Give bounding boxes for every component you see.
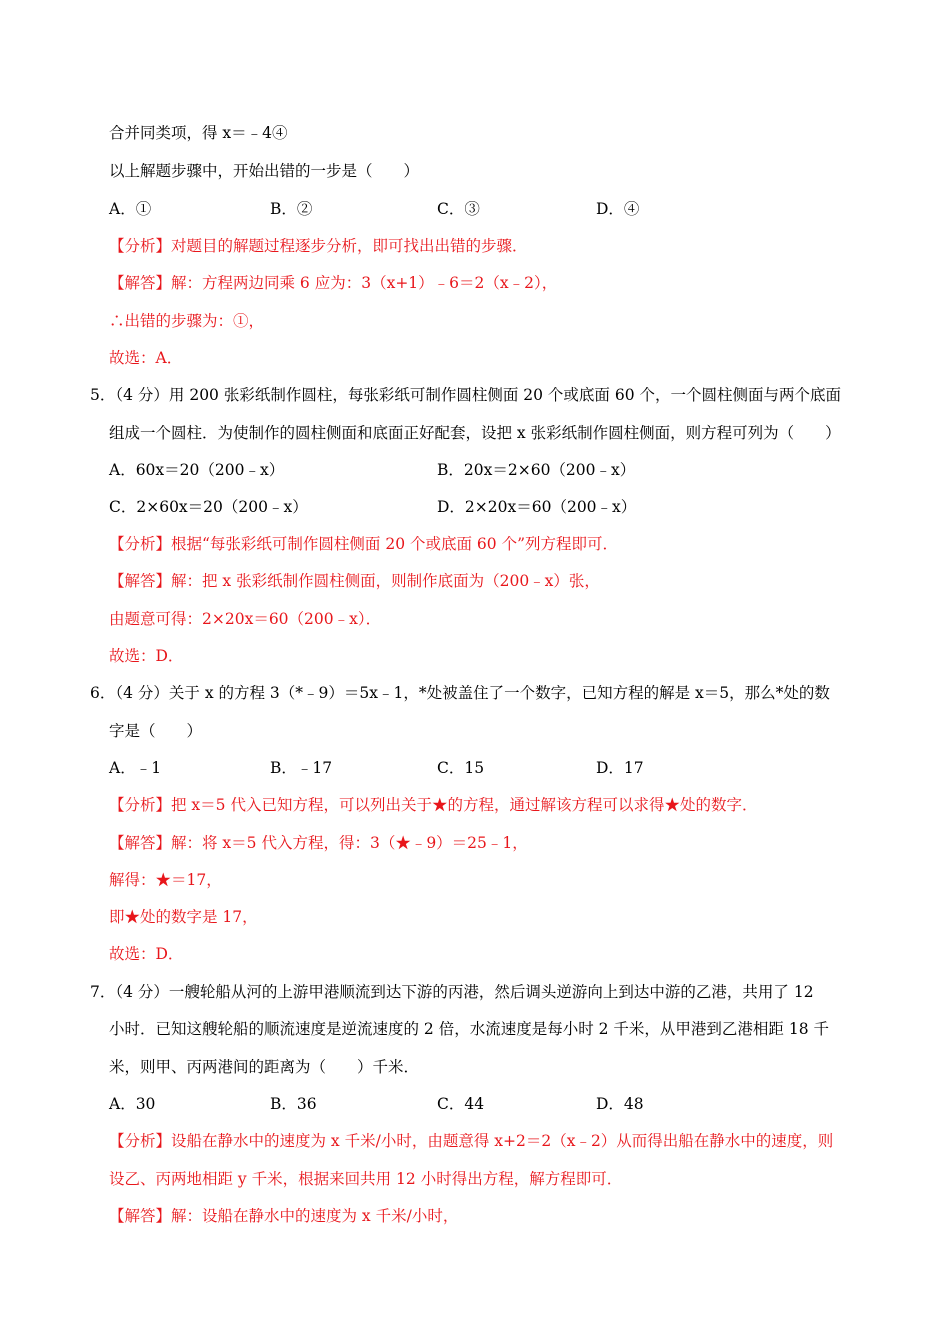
- q6-choice: 故选：D．: [109, 945, 184, 963]
- q5-stem-line2: 组成一个圆柱．为使制作的圆柱侧面和底面正好配套，设把 x 张彩纸制作圆柱侧面，则方程可列为（ ）: [109, 424, 841, 442]
- q7-option-d: D．48: [596, 1095, 644, 1113]
- q5-option-a: A．60x＝20（200﹣x）: [109, 461, 285, 479]
- q4-option-d: D．④: [596, 200, 640, 218]
- q6-option-c: C．15: [437, 759, 485, 777]
- q6-answer-line3: 即★处的数字是 17，: [109, 908, 258, 926]
- q5-answer-line2: 由题意可得：2×20x＝60（200﹣x）．: [109, 610, 382, 628]
- q6-analysis: 【分析】把 x＝5 代入已知方程，可以列出关于★的方程，通过解该方程可以求得★处的数字．: [109, 796, 758, 814]
- q7-option-b: B．36: [270, 1095, 317, 1113]
- q4-step4-line: 合并同类项，得 x＝﹣4④: [109, 124, 288, 142]
- q6-answer-line2: 解得：★＝17，: [109, 871, 222, 889]
- q5-analysis: 【分析】根据“每张彩纸可制作圆柱侧面 20 个或底面 60 个”列方程即可．: [109, 535, 619, 553]
- q7-stem-line1: 7．（4 分）一艘轮船从河的上游甲港顺流到达下游的丙港，然后调头逆游向上到达中游的乙港，共用了 12: [90, 983, 814, 1001]
- q4-answer-line2: ∴出错的步骤为：①，: [109, 312, 265, 330]
- q5-stem-line1: 5．（4 分）用 200 张彩纸制作圆柱，每张彩纸可制作圆柱侧面 20 个或底面 60 个，一个圆柱侧面与两个底面: [90, 386, 841, 404]
- q4-option-a: A．①: [109, 200, 152, 218]
- q4-answer-line1: 【解答】解：方程两边同乘 6 应为：3（x+1）﹣6＝2（x﹣2），: [109, 274, 558, 292]
- q7-analysis-line2: 设乙、丙两地相距 y 千米，根据来回共用 12 小时得出方程，解方程即可．: [109, 1170, 623, 1188]
- q6-stem-line2: 字是（ ）: [109, 722, 203, 740]
- q5-answer-line1: 【解答】解：把 x 张彩纸制作圆柱侧面，则制作底面为（200﹣x）张，: [109, 572, 600, 590]
- q6-option-b: B．﹣17: [270, 759, 333, 777]
- q5-option-c: C．2×60x＝20（200﹣x）: [109, 498, 308, 516]
- q6-option-d: D．17: [596, 759, 644, 777]
- q7-analysis-line1: 【分析】设船在静水中的速度为 x 千米/小时，由题意得 x+2＝2（x﹣2）从而得出船在静水中的速度，则: [109, 1132, 834, 1150]
- q6-stem-line1: 6．（4 分）关于 x 的方程 3（*﹣9）＝5x﹣1，*处被盖住了一个数字，已知方程的解是 x＝5，那么*处的数: [90, 684, 830, 702]
- q6-answer-line1: 【解答】解：将 x＝5 代入方程，得：3（★﹣9）＝25﹣1，: [109, 834, 528, 852]
- q4-analysis: 【分析】对题目的解题过程逐步分析，即可找出出错的步骤．: [109, 237, 528, 255]
- q4-prompt: 以上解题步骤中，开始出错的一步是（ ）: [109, 162, 420, 180]
- q7-stem-line2: 小时．已知这艘轮船的顺流速度是逆流速度的 2 倍，水流速度是每小时 2 千米，从甲港到乙港相距 18 千: [109, 1020, 830, 1038]
- q4-option-b: B．②: [270, 200, 313, 218]
- q7-stem-line3: 米，则甲、丙两港间的距离为（ ）千米．: [109, 1058, 420, 1076]
- q4-option-c: C．③: [437, 200, 480, 218]
- q7-answer-line1: 【解答】解：设船在静水中的速度为 x 千米/小时，: [109, 1207, 459, 1225]
- q5-choice: 故选：D．: [109, 647, 184, 665]
- q7-option-a: A．30: [109, 1095, 156, 1113]
- q6-option-a: A．﹣1: [109, 759, 162, 777]
- q5-option-d: D．2×20x＝60（200﹣x）: [437, 498, 637, 516]
- q7-option-c: C．44: [437, 1095, 485, 1113]
- q5-option-b: B．20x＝2×60（200﹣x）: [437, 461, 636, 479]
- q4-choice: 故选：A．: [109, 349, 183, 367]
